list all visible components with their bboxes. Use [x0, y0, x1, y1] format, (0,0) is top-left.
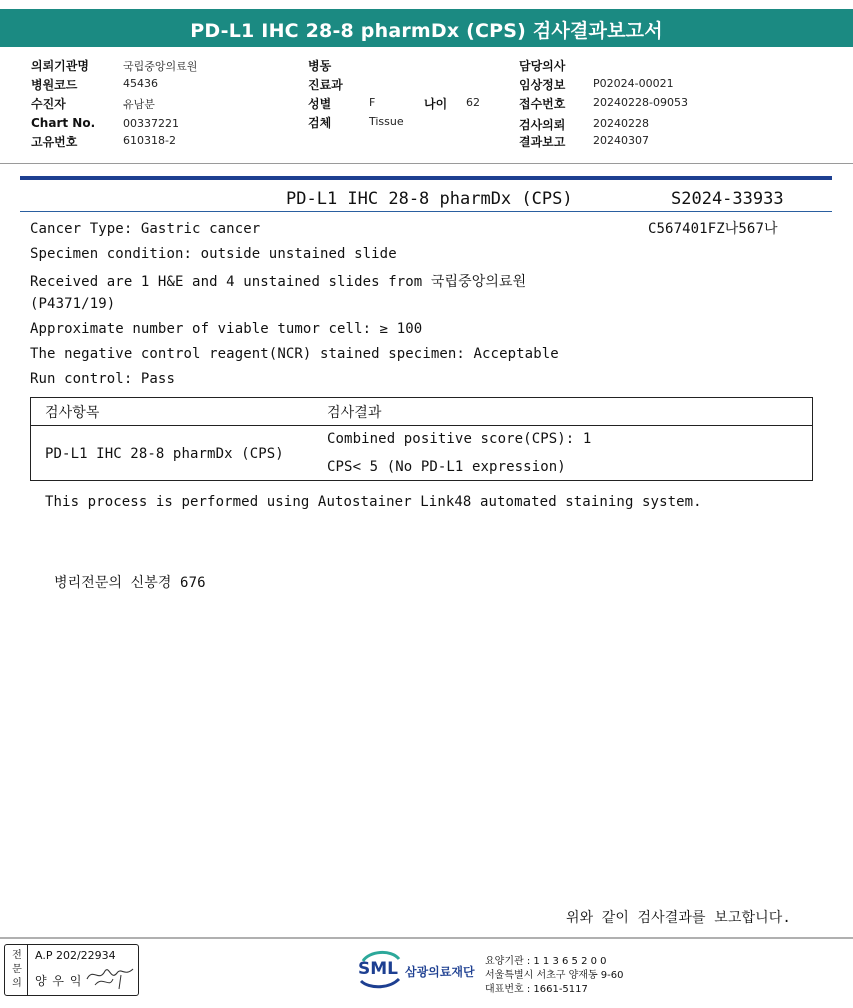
label-doctor: 담당의사	[519, 59, 566, 73]
value-specimen: Tissue	[369, 115, 404, 128]
patient-info-divider	[0, 163, 853, 164]
label-chart-no: Chart No.	[31, 116, 96, 130]
table-cell-cps-score: Combined positive score(CPS): 1	[327, 431, 592, 447]
label-department: 진료과	[308, 78, 343, 92]
handwritten-signature-icon	[83, 961, 137, 991]
value-requesting-institution: 국립중앙의료원	[123, 60, 198, 73]
value-unique-id: 610318-2	[123, 134, 176, 147]
line-tumor-cell-count: Approximate number of viable tumor cell: ≥ 100	[30, 321, 423, 337]
stamp-divider	[27, 945, 28, 995]
label-result-report: 결과보고	[519, 135, 566, 149]
report-top-rule	[20, 176, 832, 180]
table-cell-item: PD-L1 IHC 28-8 pharmDx (CPS)	[45, 446, 284, 462]
report-title-bar	[0, 9, 853, 47]
report-header-title: PD-L1 IHC 28-8 pharmDx (CPS) 검사결과보고서	[190, 20, 663, 42]
process-note: This process is performed using Autostainer Link48 automated staining system.	[45, 494, 702, 510]
label-unique-id: 고유번호	[31, 135, 78, 149]
table-header-item: 검사항목	[45, 405, 100, 421]
label-patient-name: 수진자	[31, 97, 66, 111]
table-header-result: 검사결과	[327, 405, 382, 421]
result-table	[30, 397, 813, 481]
label-sex: 성별	[308, 97, 332, 111]
report-specimen-number: S2024-33933	[671, 189, 784, 209]
value-receipt-no: 20240228-09053	[593, 96, 688, 109]
footer-facility-code: 요양기관 : 1 1 3 6 5 2 0 0	[485, 956, 607, 967]
value-age: 62	[466, 96, 480, 109]
footer-phone: 대표번호 : 1661-5117	[485, 984, 588, 995]
value-sex: F	[369, 96, 376, 109]
label-specimen: 검체	[308, 116, 332, 130]
stamp-license-number: A.P 202/22934	[35, 949, 116, 962]
pathologist-signature: 병리전문의 신봉경 676	[54, 575, 206, 591]
report-code: C567401FZ나567나	[648, 221, 778, 237]
specialist-stamp	[4, 944, 139, 996]
line-received-slides: Received are 1 H&E and 4 unstained slides from 국립중앙의료원	[30, 274, 527, 290]
label-receipt-no: 접수번호	[519, 97, 566, 111]
report-test-title: PD-L1 IHC 28-8 pharmDx (CPS)	[286, 189, 573, 209]
stamp-doctor-name: 양 우 익	[35, 974, 83, 988]
line-run-control: Run control: Pass	[30, 371, 175, 387]
stamp-vertical-label: 전문의	[12, 950, 22, 989]
value-hospital-code: 45436	[123, 77, 158, 90]
label-age: 나이	[424, 97, 448, 111]
footer-divider	[0, 937, 853, 939]
table-cell-cps-interpretation: CPS< 5 (No PD-L1 expression)	[327, 459, 566, 475]
label-test-request: 검사의뢰	[519, 118, 566, 132]
label-clinical-info: 임상정보	[519, 78, 566, 92]
value-patient-name: 유남분	[123, 98, 155, 111]
value-chart-no: 00337221	[123, 117, 179, 130]
report-title-rule	[20, 211, 832, 212]
line-specimen-condition: Specimen condition: outside unstained slide	[30, 246, 397, 262]
value-result-report: 20240307	[593, 134, 649, 147]
label-ward: 병동	[308, 59, 332, 73]
line-cancer-type: Cancer Type: Gastric cancer	[30, 221, 261, 237]
value-test-request: 20240228	[593, 117, 649, 130]
line-block-number: (P4371/19)	[30, 296, 116, 312]
label-hospital-code: 병원코드	[31, 78, 78, 92]
value-clinical-info: P02024-00021	[593, 77, 674, 90]
sml-logo-letters: SML	[358, 959, 398, 979]
footer-address: 서울특별시 서초구 양재동 9-60	[485, 970, 624, 981]
closing-statement: 위와 같이 검사결과를 보고합니다.	[566, 910, 791, 926]
line-negative-control: The negative control reagent(NCR) stained specimen: Acceptable	[30, 346, 559, 362]
table-header-divider	[31, 425, 812, 426]
label-requesting-institution: 의뢰기관명	[31, 59, 89, 73]
sml-foundation-name: 삼광의료재단	[405, 965, 475, 979]
